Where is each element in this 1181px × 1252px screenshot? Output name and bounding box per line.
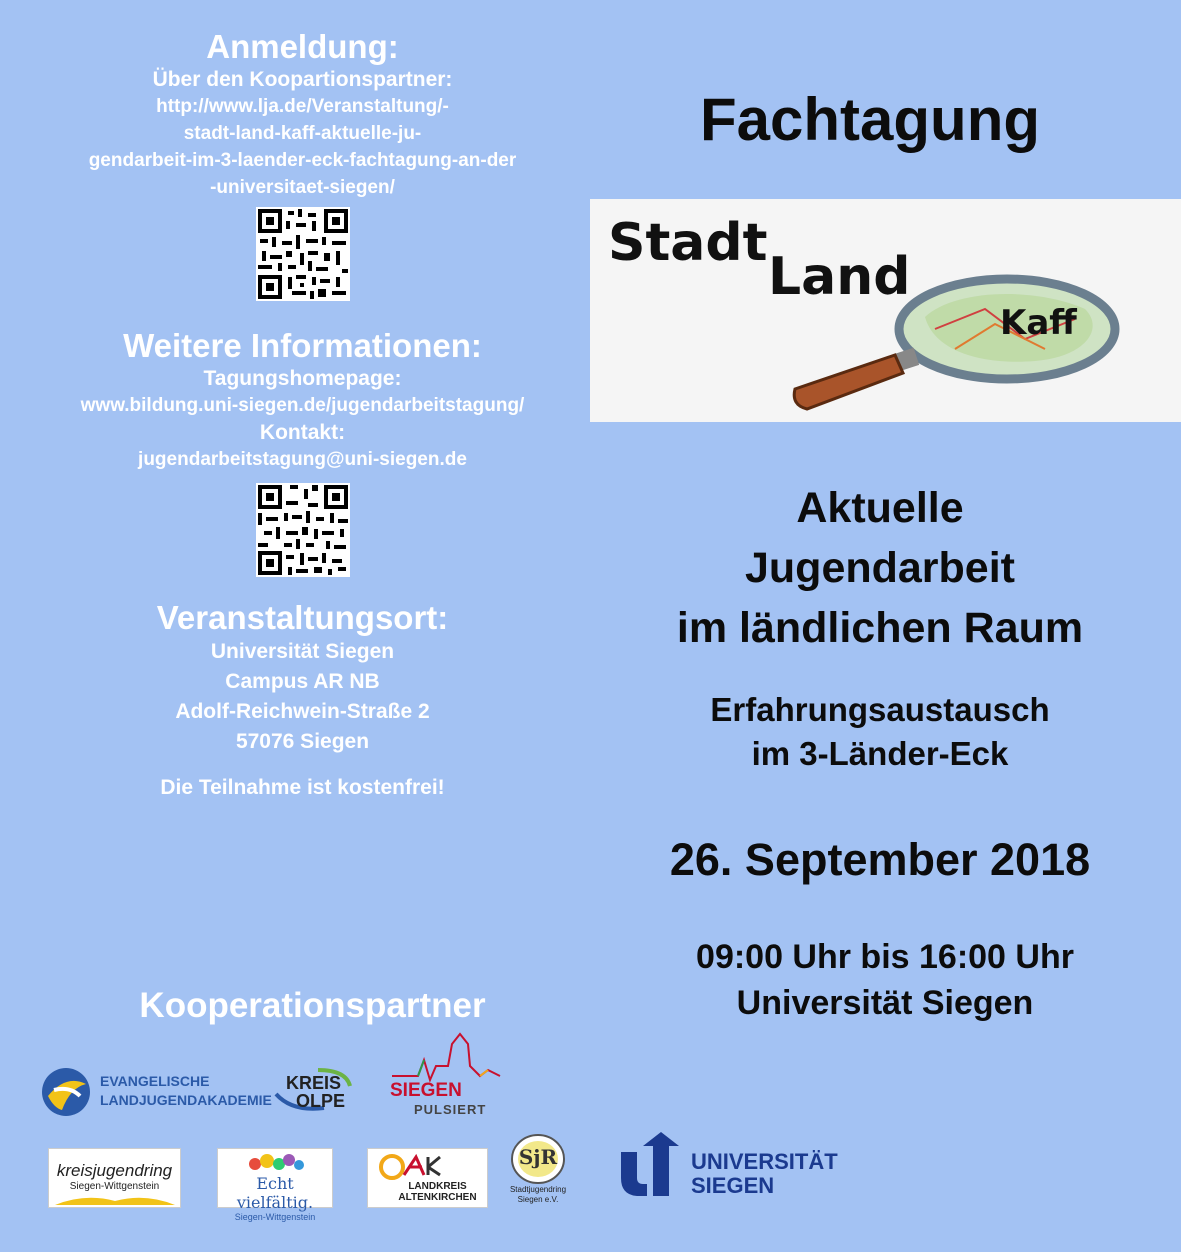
registration-url-line: -universitaet-siegen/ [210,177,395,198]
partner-logo-landkreis-altenkirchen [367,1148,488,1208]
logo-word-kaff: Kaff [1000,303,1077,343]
altenkirchen-text [388,1181,487,1203]
siegen-pulsiert-word-pulsiert: PULSIERT [414,1102,487,1117]
contact-email-link[interactable]: jugendarbeitstagung@uni-siegen.de [138,449,467,470]
altenkirchen-line: LANDKREIS [408,1181,467,1192]
partner-logo-stadtjugendring [506,1133,570,1209]
subtitle-line: Aktuelle [796,484,964,532]
partner-logo-universitaet-siegen [617,1132,849,1198]
registration-subtitle: Über den Koopartionspartner: [152,68,453,91]
logo-word-stadt: Stadt [608,213,768,273]
registration-title: Anmeldung: [206,28,399,65]
homepage-link[interactable]: www.bildung.uni-siegen.de/jugendarbeitstagung/ [80,395,525,416]
kreisjugendring-hills-icon [55,1193,175,1205]
sjr-line: Stadtjugendring [509,1185,567,1194]
venue-line: Universität Siegen [210,640,395,663]
venue-title: Veranstaltungsort: [156,599,449,636]
kreis-olpe-line: KREIS [286,1073,342,1093]
altenkirchen-line: ALTENKIRCHEN [398,1192,477,1203]
uni-siegen-text [691,1150,838,1198]
info-qr-code [256,483,350,577]
registration-url-line: http://www.lja.de/Veranstaltung/- [156,96,449,117]
magnifying-glass-icon [785,269,1145,419]
partners-title: Kooperationspartner [139,986,486,1025]
sjr-line: Siegen e.V. [517,1195,559,1204]
siegen-pulse-line-icon [388,1030,503,1085]
registration-qr-code [256,207,350,301]
siegen-pulsiert-word-siegen: SIEGEN [390,1080,462,1101]
venue-line: 57076 Siegen [235,730,370,753]
exchange-subtitle [590,688,1170,776]
kreis-olpe-text [286,1074,345,1110]
kreisjugendring-title: kreisjugendring [56,1161,173,1180]
info-column [20,28,585,801]
logo-word-land: Land [768,247,911,307]
ev-akademie-text [100,1072,272,1110]
venue-line: Adolf-Reichwein-Straße 2 [175,700,430,723]
uni-siegen-line: UNIVERSITÄT [691,1149,838,1174]
echt-vielfaeltig-title: Echt vielfältig. [236,1174,314,1212]
homepage-label: Tagungshomepage: [203,367,402,390]
venue-address [20,637,585,757]
ev-akademie-line: EVANGELISCHE [100,1073,210,1089]
registration-url-line: stadt-land-kaff-aktuelle-ju- [183,123,422,144]
event-time-place [590,934,1180,1026]
ev-akademie-logo-icon [40,1066,92,1118]
colorful-dots-icon [235,1152,315,1174]
event-date: 26. September 2018 [669,834,1091,885]
free-participation-note: Die Teilnahme ist kostenfrei! [160,776,445,799]
ev-akademie-line: LANDJUGENDAKADEMIE [100,1092,272,1108]
contact-label: Kontakt: [259,421,346,444]
kreis-olpe-line: OLPE [296,1091,346,1111]
partner-logo-kreis-olpe [272,1064,354,1114]
sjr-mark: SjR [518,1145,558,1169]
event-place: Universität Siegen [736,984,1034,1022]
partner-logo-siegen-pulsiert [388,1030,503,1118]
subtitle-line: im ländlichen Raum [676,604,1084,652]
venue-line: Campus AR NB [225,670,380,693]
event-subtitle [590,478,1170,658]
exchange-line: Erfahrungsaustausch [710,691,1050,728]
registration-url-line: gendarbeit-im-3-laender-eck-fachtagung-an-der [88,150,517,171]
uni-siegen-logo-icon [617,1132,683,1198]
exchange-line: im 3-Länder-Eck [751,735,1009,772]
event-time: 09:00 Uhr bis 16:00 Uhr [696,938,1074,976]
echt-vielfaeltig-subtitle: Siegen-Wittgenstein [234,1212,316,1222]
uni-siegen-line: SIEGEN [691,1173,775,1198]
sjr-text [506,1185,570,1205]
subtitle-line: Jugendarbeit [745,544,1015,592]
partner-logo-evangelische-landjugendakademie [40,1064,272,1120]
registration-url[interactable] [20,93,585,201]
kreisjugendring-subtitle: Siegen-Wittgenstein [69,1181,160,1192]
event-heading: Fachtagung [700,86,1040,153]
info-title: Weitere Informationen: [123,327,482,364]
partner-logo-kreisjugendring [48,1148,181,1208]
altenkirchen-emblem-icon [374,1153,444,1181]
partner-logo-echt-vielfaeltig [217,1148,333,1222]
stadt-land-kaff-logo [590,199,1181,422]
